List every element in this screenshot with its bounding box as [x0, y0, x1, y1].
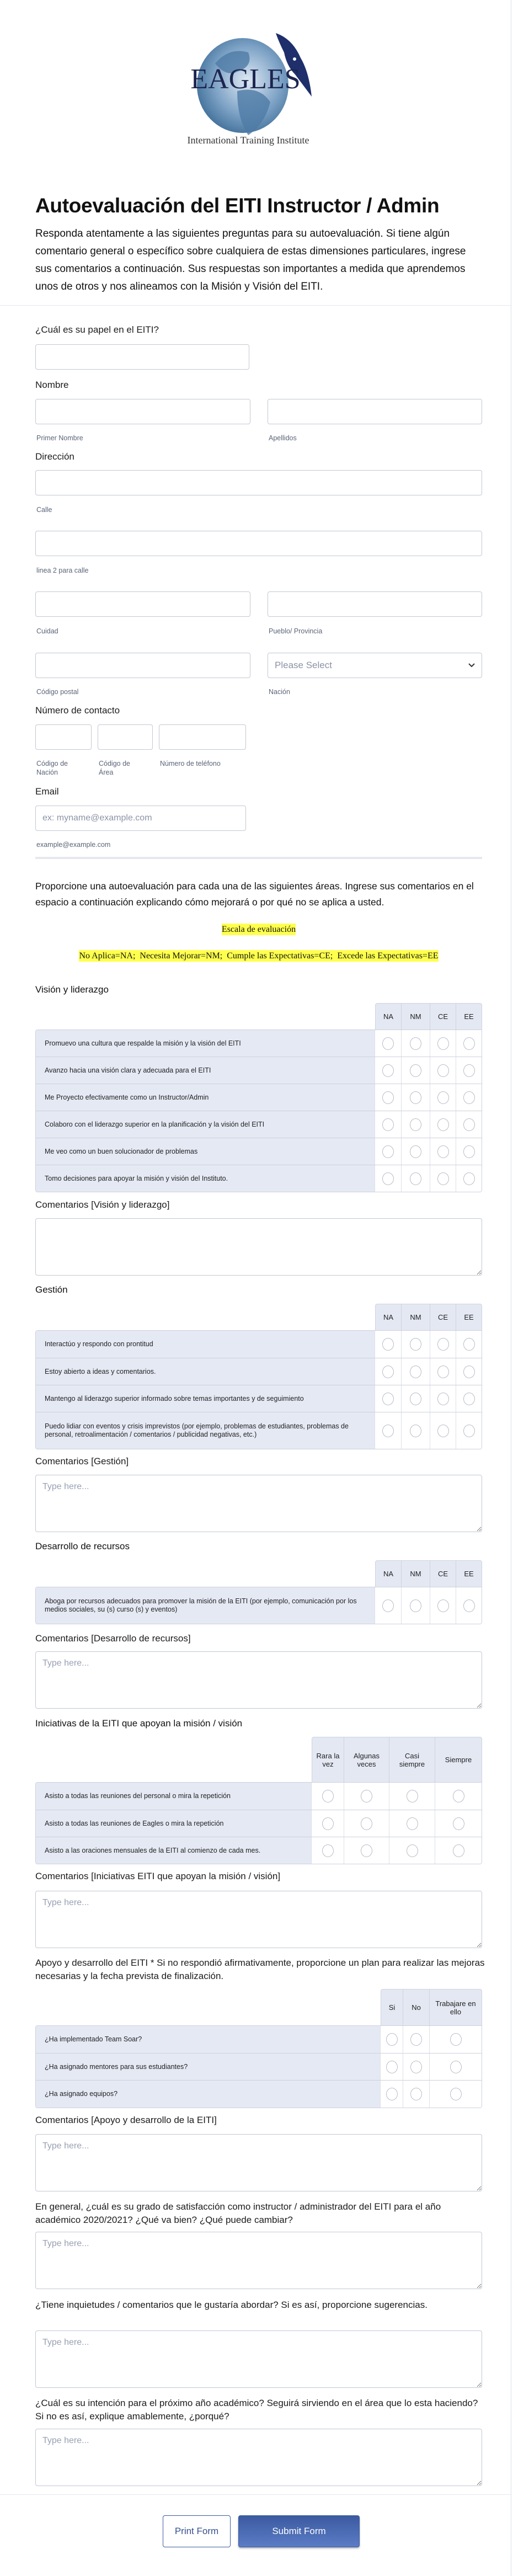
matrix-row [36, 1358, 482, 1385]
apoyo-matrix [35, 1989, 482, 2108]
state-sublabel: Pueblo/ Provincia [269, 627, 323, 635]
matrix-cell [430, 1587, 456, 1624]
street2-input[interactable] [35, 531, 482, 556]
matrix-cell [456, 1138, 482, 1165]
radio-button[interactable] [386, 2033, 398, 2046]
eagles-logo [177, 25, 348, 152]
matrix-row [36, 1138, 482, 1165]
matrix-cell [430, 1385, 456, 1412]
email-label: Email [35, 786, 59, 797]
iniciativas-comments-textarea[interactable] [35, 1891, 482, 1948]
radio-button[interactable] [463, 1599, 475, 1612]
radio-button[interactable] [410, 2061, 422, 2073]
column-header: Casi siempre [389, 1737, 435, 1782]
radio-button[interactable] [437, 1599, 449, 1612]
iniciativas-matrix-header [35, 1737, 482, 1782]
matrix-cell [380, 2054, 403, 2080]
column-header: NM [402, 1560, 430, 1587]
matrix-cell [430, 1030, 456, 1057]
header-divider [0, 305, 511, 306]
satisfaccion-label: En general, ¿cuál es su grado de satisfacción como instructor / administrador del EITI para el año académico 2020/2021? ¿Qué va bien? ¿Qué puede cambiar? [35, 2201, 441, 2225]
radio-button[interactable] [382, 1338, 394, 1351]
phone-number-input[interactable] [159, 724, 246, 750]
matrix-cell [311, 1783, 344, 1810]
matrix-row-label: Interactúo y respondo con prontitud [36, 1331, 375, 1358]
print-form-button[interactable]: Print Form [163, 2515, 231, 2547]
matrix-cell [375, 1412, 401, 1449]
column-header: NA [375, 1304, 402, 1330]
radio-button[interactable] [463, 1366, 475, 1378]
matrix-cell [311, 1837, 344, 1864]
gestion-matrix [35, 1304, 482, 1449]
state-input[interactable] [268, 591, 482, 617]
radio-button[interactable] [453, 1790, 464, 1802]
matrix-row-label: Estoy abierto a ideas y comentarios. [36, 1358, 375, 1385]
matrix-cell [375, 1084, 401, 1111]
radio-button[interactable] [410, 1064, 421, 1077]
phone-label: Número de contacto [35, 705, 120, 716]
matrix-cell [344, 1810, 389, 1837]
country-select-value: Please Select [275, 660, 332, 670]
email-input[interactable] [35, 806, 246, 831]
iniciativas-matrix [35, 1737, 482, 1864]
radio-button[interactable] [437, 1172, 449, 1185]
column-header: Si [381, 1989, 403, 2025]
matrix-cell [401, 1165, 430, 1192]
matrix-cell [456, 1111, 482, 1138]
vision-title: Visión y liderazgo [35, 984, 109, 995]
matrix-cell [380, 2026, 403, 2053]
apoyo-matrix-header [35, 1989, 482, 2025]
satisfaccion-textarea[interactable] [35, 2232, 482, 2289]
radio-button[interactable] [463, 1118, 475, 1131]
gestion-comments-textarea[interactable] [35, 1475, 482, 1532]
matrix-row [36, 2080, 482, 2108]
matrix-cell [456, 1331, 482, 1358]
matrix-cell [456, 1358, 482, 1385]
matrix-cell [435, 1810, 482, 1837]
matrix-row-label: Promuevo una cultura que respalde la misión y la visión del EITI [36, 1030, 375, 1057]
matrix-row-label: Aboga por recursos adecuados para promover la misión de la EITI (por ejemplo, comunicación por los medios sociales, su (s) curso (s) y eventos) [36, 1587, 375, 1624]
radio-button[interactable] [437, 1037, 449, 1050]
radio-button[interactable] [453, 1817, 464, 1830]
matrix-cell [430, 1412, 456, 1449]
radio-button[interactable] [463, 1393, 475, 1405]
matrix-cell [401, 1138, 430, 1165]
matrix-cell [311, 1810, 344, 1837]
country-select[interactable] [268, 653, 482, 678]
recursos-matrix-header [35, 1560, 482, 1587]
gestion-title: Gestión [35, 1284, 68, 1295]
matrix-cell [430, 1138, 456, 1165]
submit-form-button[interactable]: Submit Form [238, 2515, 360, 2547]
matrix-row-label: ¿Ha implementado Team Soar? [36, 2026, 380, 2053]
radio-button[interactable] [322, 1790, 334, 1802]
matrix-cell [403, 2081, 429, 2108]
gestion-matrix-header [35, 1304, 482, 1330]
radio-button[interactable] [361, 1790, 372, 1802]
matrix-cell [403, 2026, 429, 2053]
apoyo-matrix-rows [35, 2025, 482, 2108]
matrix-row [36, 1111, 482, 1138]
matrix-cell [375, 1111, 401, 1138]
iniciativas-title: Iniciativas de la EITI que apoyan la misión / visión [35, 1718, 243, 1729]
radio-button[interactable] [437, 1366, 449, 1378]
radio-button[interactable] [463, 1338, 475, 1351]
intencion-label: ¿Cuál es su intención para el próximo año académico? Seguirá sirviendo en el área que lo esta haciendo? Si no es así, explique amablemente, ¿porqué? [35, 2398, 478, 2422]
column-header: No [403, 1989, 430, 2025]
svg-text:International Training Institu: International Training Institute [187, 135, 309, 146]
street-sublabel: Calle [36, 506, 52, 514]
matrix-row-label: Avanzo hacia una visión clara y adecuada para el EITI [36, 1057, 375, 1084]
email-sublabel: example@example.com [36, 841, 111, 849]
matrix-cell [389, 1837, 435, 1864]
matrix-cell [430, 1358, 456, 1385]
matrix-row-label: Me veo como un buen solucionador de problemas [36, 1138, 375, 1165]
radio-button[interactable] [410, 1366, 421, 1378]
radio-button[interactable] [410, 1091, 421, 1104]
matrix-cell [430, 1084, 456, 1111]
column-header: CE [430, 1560, 456, 1587]
matrix-row-label: Colaboro con el liderazgo superior en la planificación y la visión del EITI [36, 1111, 375, 1138]
matrix-cell [435, 1837, 482, 1864]
radio-button[interactable] [437, 1338, 449, 1351]
radio-button[interactable] [407, 1817, 418, 1830]
radio-button[interactable] [410, 1599, 421, 1612]
scale-legend: No Aplica=NA; Necesita Mejorar=NM; Cumple las Expectativas=CE; Excede las Expectativas=EE [79, 951, 439, 961]
radio-button[interactable] [410, 1425, 421, 1437]
radio-button[interactable] [410, 1393, 421, 1405]
radio-button[interactable] [386, 2088, 398, 2100]
form-description: Responda atentamente a las siguientes preguntas para su autoevaluación. Si tiene algún comentario general o específico sobre cualquiera de estas dimensiones particulares, ingrese sus comentarios a continuación. Sus respuestas son importantes a medida que aprendemos unos de otros y nos alineamos con la Misión y Visión del EITI. [35, 228, 466, 292]
gestion-matrix-rows [35, 1330, 482, 1449]
radio-button[interactable] [386, 2061, 398, 2073]
matrix-cell [375, 1057, 401, 1084]
matrix-row [36, 1030, 482, 1057]
matrix-cell [375, 1331, 401, 1358]
matrix-row-label: ¿Ha asignado mentores para sus estudiantes? [36, 2054, 380, 2080]
matrix-cell [401, 1587, 430, 1624]
matrix-cell [403, 2054, 429, 2080]
recursos-title: Desarrollo de recursos [35, 1541, 130, 1551]
column-header: NM [402, 1003, 430, 1030]
radio-button[interactable] [450, 2061, 462, 2073]
radio-button[interactable] [463, 1091, 475, 1104]
radio-button[interactable] [463, 1064, 475, 1077]
matrix-row-label: Asisto a todas las reuniones de Eagles o mira la repetición [36, 1810, 311, 1837]
matrix-cell [375, 1165, 401, 1192]
apoyo-title: Apoyo y desarrollo del EITI * Si no respondió afirmativamente, proporcione un plan para realizar las mejoras necesarias y la fecha prevista de finalización. [35, 1958, 485, 1981]
column-header: NM [402, 1304, 430, 1330]
radio-button[interactable] [361, 1844, 372, 1857]
radio-button[interactable] [361, 1817, 372, 1830]
matrix-row [36, 1783, 482, 1810]
section-divider [35, 857, 482, 859]
postal-sublabel: Código postal [36, 688, 79, 696]
city-input[interactable] [35, 591, 250, 617]
matrix-cell [344, 1783, 389, 1810]
first-name-input[interactable] [35, 399, 250, 424]
matrix-cell [344, 1837, 389, 1864]
radio-button[interactable] [437, 1393, 449, 1405]
radio-button[interactable] [410, 1338, 421, 1351]
matrix-cell [435, 1783, 482, 1810]
matrix-row [36, 1165, 482, 1192]
column-header: EE [456, 1304, 482, 1330]
matrix-row-label: Mantengo al liderazgo superior informado sobre temas importantes y de seguimiento [36, 1385, 375, 1412]
role-input[interactable] [35, 344, 249, 370]
matrix-row [36, 2053, 482, 2080]
radio-button[interactable] [382, 1118, 394, 1131]
matrix-row-label: Asisto a todas las reuniones del personal o mira la repetición [36, 1783, 311, 1810]
radio-button[interactable] [463, 1172, 475, 1185]
radio-button[interactable] [463, 1425, 475, 1437]
role-label: ¿Cuál es su papel en el EITI? [35, 324, 159, 335]
inquietudes-label: ¿Tiene inquietudes / comentarios que le gustaría abordar? Si es así, proporcione sugerencias. [35, 2300, 428, 2310]
inquietudes-textarea[interactable] [35, 2330, 482, 2388]
radio-button[interactable] [382, 1425, 394, 1437]
radio-button[interactable] [382, 1145, 394, 1158]
radio-button[interactable] [322, 1817, 334, 1830]
matrix-cell [401, 1030, 430, 1057]
column-header: EE [456, 1003, 482, 1030]
apoyo-comments-label: Comentarios [Apoyo y desarrollo de la EITI] [35, 2115, 217, 2125]
svg-text:EAGLES: EAGLES [190, 63, 301, 95]
matrix-cell [380, 2081, 403, 2108]
recursos-matrix [35, 1560, 482, 1624]
radio-button[interactable] [382, 1037, 394, 1050]
radio-button[interactable] [407, 1790, 418, 1802]
column-header: Rara la vez [312, 1737, 344, 1782]
matrix-cell [430, 1165, 456, 1192]
matrix-cell [401, 1057, 430, 1084]
matrix-cell [401, 1331, 430, 1358]
column-header: NA [375, 1003, 402, 1030]
radio-button[interactable] [322, 1844, 334, 1857]
radio-button[interactable] [450, 2033, 462, 2046]
country-code-sublabel: Código de Nación [36, 760, 68, 776]
vision-comments-textarea[interactable] [35, 1218, 482, 1276]
intro-text: Proporcione una autoevaluación para cada una de las siguientes áreas. Ingrese sus comentarios en el espacio a continuación explicando cómo mejorará o por qué no se aplica a usted. [35, 881, 474, 908]
radio-button[interactable] [382, 1599, 394, 1612]
radio-button[interactable] [410, 1172, 421, 1185]
phone-number-sublabel: Número de teléfono [160, 760, 221, 767]
matrix-cell [389, 1783, 435, 1810]
matrix-row-label: Asisto a las oraciones mensuales de la EITI al comienzo de cada mes. [36, 1837, 311, 1864]
radio-button[interactable] [450, 2088, 462, 2100]
address-label: Dirección [35, 451, 74, 462]
radio-button[interactable] [463, 1037, 475, 1050]
radio-button[interactable] [382, 1064, 394, 1077]
column-header: Trabajare en ello [430, 1989, 482, 2025]
radio-button[interactable] [410, 1145, 421, 1158]
radio-button[interactable] [437, 1091, 449, 1104]
radio-button[interactable] [382, 1393, 394, 1405]
radio-button[interactable] [382, 1366, 394, 1378]
matrix-row [36, 1412, 482, 1449]
matrix-cell [456, 1030, 482, 1057]
matrix-cell [401, 1385, 430, 1412]
matrix-cell [456, 1057, 482, 1084]
iniciativas-matrix-rows [35, 1782, 482, 1864]
radio-button[interactable] [410, 2033, 422, 2046]
footer-divider [0, 2494, 511, 2495]
matrix-cell [456, 1165, 482, 1192]
radio-button[interactable] [382, 1091, 394, 1104]
first-name-sublabel: Primer Nombre [36, 434, 83, 442]
radio-button[interactable] [437, 1425, 449, 1437]
radio-button[interactable] [437, 1064, 449, 1077]
matrix-row [36, 1057, 482, 1084]
matrix-cell [375, 1358, 401, 1385]
country-sublabel: Nación [269, 688, 290, 696]
column-header: Algunas veces [344, 1737, 389, 1782]
matrix-cell [430, 1057, 456, 1084]
recursos-comments-label: Comentarios [Desarrollo de recursos] [35, 1633, 191, 1644]
matrix-cell [429, 2081, 482, 2108]
recursos-matrix-rows [35, 1587, 482, 1624]
country-code-input[interactable] [35, 724, 92, 750]
matrix-cell [375, 1138, 401, 1165]
matrix-cell [401, 1358, 430, 1385]
recursos-comments-textarea[interactable] [35, 1651, 482, 1709]
matrix-cell [401, 1111, 430, 1138]
matrix-row-label: Puedo lidiar con eventos y crisis imprevistos (por ejemplo, problemas de estudiantes, problemas de personal, retroalimentación / comentarios / publicidad negativas, etc.) [36, 1412, 375, 1449]
matrix-cell [375, 1587, 401, 1624]
matrix-cell [429, 2026, 482, 2053]
intencion-textarea[interactable] [35, 2429, 482, 2486]
area-code-sublabel: Código de Área [99, 760, 130, 776]
radio-button[interactable] [437, 1118, 449, 1131]
vision-matrix-rows [35, 1030, 482, 1192]
matrix-cell [401, 1084, 430, 1111]
column-header: NA [375, 1560, 402, 1587]
matrix-cell [456, 1084, 482, 1111]
matrix-cell [375, 1030, 401, 1057]
matrix-row [36, 1837, 482, 1864]
radio-button[interactable] [410, 2088, 422, 2100]
column-header: EE [456, 1560, 482, 1587]
matrix-cell [456, 1587, 482, 1624]
radio-button[interactable] [410, 1037, 421, 1050]
street-input[interactable] [35, 470, 482, 495]
radio-button[interactable] [437, 1145, 449, 1158]
matrix-row-label: ¿Ha asignado equipos? [36, 2081, 380, 2108]
matrix-cell [456, 1385, 482, 1412]
matrix-row [36, 1084, 482, 1111]
scale-title: Escala de evaluación [221, 925, 296, 934]
gestion-comments-label: Comentarios [Gestión] [35, 1456, 129, 1466]
matrix-cell [429, 2054, 482, 2080]
apoyo-comments-textarea[interactable] [35, 2134, 482, 2191]
matrix-cell [401, 1412, 430, 1449]
matrix-row [36, 1810, 482, 1837]
matrix-row [36, 1385, 482, 1412]
name-label: Nombre [35, 380, 69, 390]
chevron-down-icon [468, 663, 475, 668]
matrix-cell [430, 1111, 456, 1138]
column-header: CE [430, 1304, 456, 1330]
last-name-sublabel: Apellidos [269, 434, 297, 442]
matrix-row-label: Tomo decisiones para apoyar la misión y visión del Instituto. [36, 1165, 375, 1192]
area-code-input[interactable] [98, 724, 153, 750]
matrix-row [36, 2026, 482, 2053]
matrix-cell [375, 1385, 401, 1412]
vision-matrix-header [35, 1003, 482, 1030]
postal-input[interactable] [35, 653, 250, 678]
radio-button[interactable] [463, 1145, 475, 1158]
matrix-row [36, 1587, 482, 1624]
matrix-cell [389, 1810, 435, 1837]
matrix-row [36, 1331, 482, 1358]
form-title: Autoevaluación del EITI Instructor / Admin [35, 194, 440, 217]
street2-sublabel: linea 2 para calle [36, 567, 89, 574]
vision-matrix [35, 1003, 482, 1192]
vision-comments-label: Comentarios [Visión y liderazgo] [35, 1199, 170, 1210]
matrix-cell [456, 1412, 482, 1449]
last-name-input[interactable] [268, 399, 482, 424]
radio-button[interactable] [382, 1172, 394, 1185]
radio-button[interactable] [453, 1844, 464, 1857]
column-header: CE [430, 1003, 456, 1030]
radio-button[interactable] [407, 1844, 418, 1857]
column-header: Siempre [435, 1737, 482, 1782]
iniciativas-comments-label: Comentarios [Iniciativas EITI que apoyan la misión / visión] [35, 1871, 281, 1881]
radio-button[interactable] [410, 1118, 421, 1131]
city-sublabel: Cuidad [36, 627, 58, 635]
matrix-row-label: Me Proyecto efectivamente como un Instructor/Admin [36, 1084, 375, 1111]
matrix-cell [430, 1331, 456, 1358]
